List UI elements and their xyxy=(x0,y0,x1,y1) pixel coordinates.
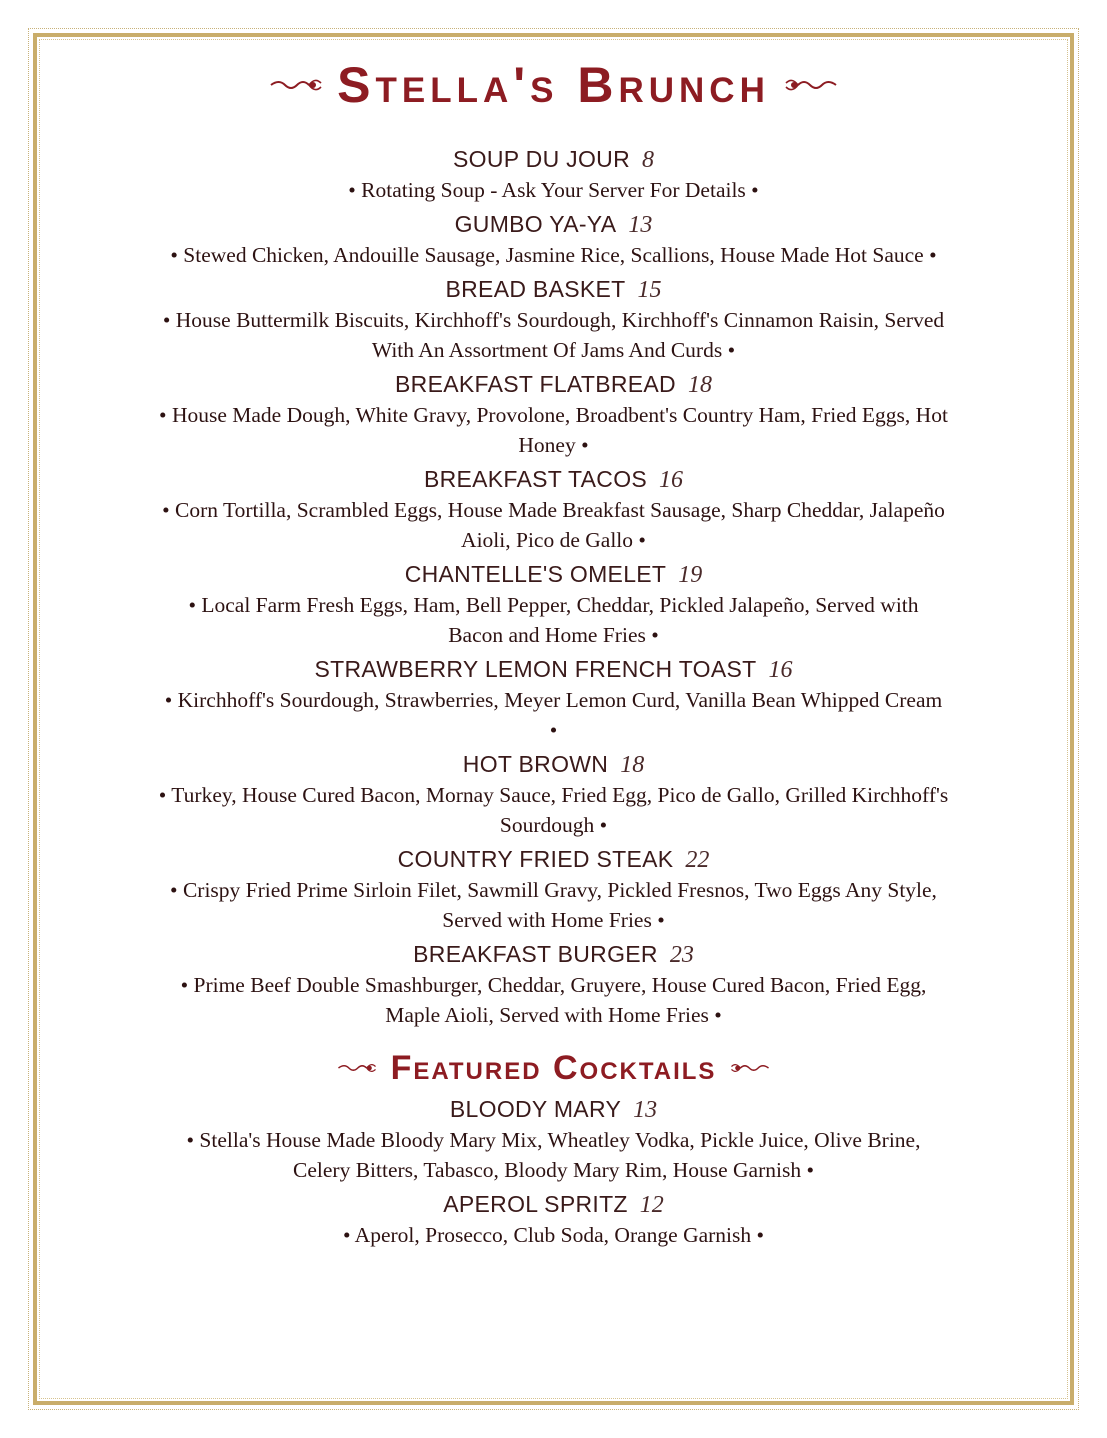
item-price: 8 xyxy=(641,147,654,173)
item-price: 19 xyxy=(678,562,703,588)
item-name: APEROL SPRITZ xyxy=(443,1191,628,1217)
item-name: COUNTRY FRIED STEAK xyxy=(397,846,674,872)
brunch-items xyxy=(60,144,1047,1030)
left-flourish-icon xyxy=(269,75,323,95)
item-name: BREAKFAST FLATBREAD xyxy=(395,371,676,397)
menu-item xyxy=(159,464,949,555)
item-price: 18 xyxy=(687,372,712,398)
item-description: • Stewed Chicken, Andouille Sausage, Jasmine Rice, Scallions, House Made Hot Sauce • xyxy=(170,243,937,267)
item-description: • Kirchhoff's Sourdough, Strawberries, Meyer Lemon Curd, Vanilla Bean Whipped Cream • xyxy=(164,688,943,742)
item-name: BREAKFAST TACOS xyxy=(423,466,648,492)
item-description: • House Made Dough, White Gravy, Provolone, Broadbent's Country Ham, Fried Eggs, Hot Honey • xyxy=(159,403,948,457)
item-price: 13 xyxy=(628,212,653,238)
item-name: CHANTELLE'S OMELET xyxy=(404,561,667,587)
menu-item xyxy=(159,749,949,840)
item-description: • Stella's House Made Bloody Mary Mix, Wheatley Vodka, Pickle Juice, Olive Brine, Celery Bitters, Tabasco, Bloody Mary Rim, House Garnish • xyxy=(186,1128,921,1182)
menu-item xyxy=(159,939,949,1030)
item-description: • Crispy Fried Prime Sirloin Filet, Sawmill Gravy, Pickled Fresnos, Two Eggs Any Style, Served with Home Fries • xyxy=(170,878,937,932)
item-description: • Aperol, Prosecco, Club Soda, Orange Garnish • xyxy=(342,1223,765,1247)
cocktail-items xyxy=(60,1094,1047,1250)
cocktails-section xyxy=(60,1046,1047,1250)
right-flourish-icon xyxy=(730,1060,770,1076)
cocktail-item xyxy=(159,1189,949,1250)
item-price: 16 xyxy=(659,467,684,493)
item-description: • Rotating Soup - Ask Your Server For Details • xyxy=(348,178,759,202)
item-price: 22 xyxy=(685,847,710,873)
left-flourish-icon xyxy=(337,1060,377,1076)
menu-item xyxy=(159,209,949,270)
item-price: 16 xyxy=(768,657,793,683)
section-title: Featured Cocktails xyxy=(390,1049,717,1087)
item-name: SOUP DU JOUR xyxy=(453,146,630,172)
title-row xyxy=(60,52,1047,118)
menu-item xyxy=(159,274,949,365)
item-name: BLOODY MARY xyxy=(449,1096,622,1122)
item-price: 18 xyxy=(620,752,645,778)
menu-title: Stella's Brunch xyxy=(337,57,770,113)
item-price: 13 xyxy=(633,1097,658,1123)
right-flourish-icon xyxy=(784,75,838,95)
menu-item xyxy=(159,844,949,935)
item-name: GUMBO YA-YA xyxy=(454,211,617,237)
item-price: 12 xyxy=(639,1192,664,1218)
item-description: • Prime Beef Double Smashburger, Cheddar, Gruyere, House Cured Bacon, Fried Egg, Maple Aioli, Served with Home Fries • xyxy=(180,973,927,1027)
item-name: STRAWBERRY LEMON FRENCH TOAST xyxy=(314,656,757,682)
item-name: HOT BROWN xyxy=(462,751,609,777)
item-name: BREAKFAST BURGER xyxy=(413,941,658,967)
item-price: 23 xyxy=(669,942,694,968)
section-title-row xyxy=(60,1046,1047,1090)
menu-item xyxy=(159,144,949,205)
menu-item xyxy=(159,654,949,745)
menu-item xyxy=(159,559,949,650)
item-description: • Turkey, House Cured Bacon, Mornay Sauce, Fried Egg, Pico de Gallo, Grilled Kirchhoff's Sourdough • xyxy=(158,783,949,837)
item-description: • Corn Tortilla, Scrambled Eggs, House Made Breakfast Sausage, Sharp Cheddar, Jalapeño Aioli, Pico de Gallo • xyxy=(162,498,945,552)
item-description: • Local Farm Fresh Eggs, Ham, Bell Pepper, Cheddar, Pickled Jalapeño, Served with Bacon and Home Fries • xyxy=(188,593,919,647)
menu-content xyxy=(60,52,1047,1250)
menu-item xyxy=(159,369,949,460)
item-description: • House Buttermilk Biscuits, Kirchhoff's Sourdough, Kirchhoff's Cinnamon Raisin, Served With An Assortment Of Jams And Curds • xyxy=(162,308,945,362)
cocktail-item xyxy=(159,1094,949,1185)
item-name: BREAD BASKET xyxy=(445,276,626,302)
item-price: 15 xyxy=(637,277,662,303)
